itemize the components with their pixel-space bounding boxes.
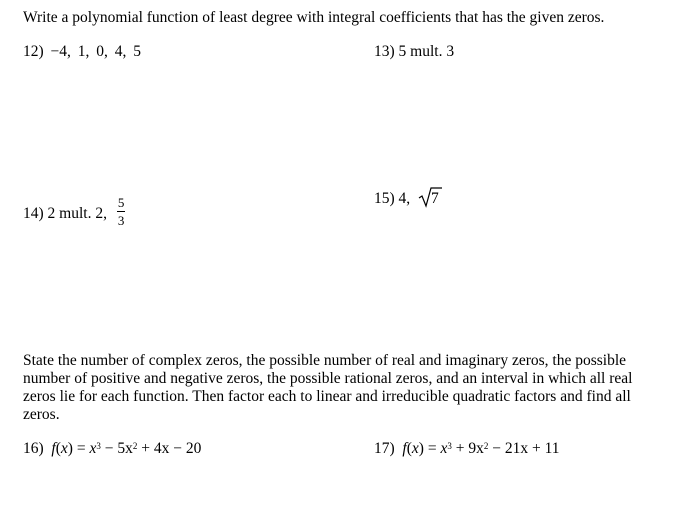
exponent-3: 3 [96, 441, 101, 451]
problem-13-number: 13) [374, 43, 395, 60]
problem-14 [23, 195, 125, 230]
problem-16 [23, 440, 201, 458]
problem-15-number: 15) [374, 190, 395, 207]
term-middle: + 9x [451, 440, 484, 457]
problem-14-zeros-prefix: 2 mult. 2, [47, 205, 107, 223]
exponent-2: 2 [132, 441, 138, 451]
problem-16-number: 16) [23, 440, 44, 457]
problem-15-zeros-prefix: 4, [398, 190, 411, 207]
problem-12-number: 12) [23, 43, 44, 60]
fraction-denominator: 3 [117, 213, 125, 228]
fraction-numerator: 5 [117, 195, 125, 210]
section-1-instructions: Write a polynomial function of least degree with integral coefficients that has the given zeros. [23, 9, 605, 26]
problem-16-function: $f(x) = x^3 - 5x^2 + 4x - 20$ [51, 440, 202, 457]
problem-12-zeros: −4, 1, 0, 4, 5 [50, 43, 142, 60]
term-middle: − 5x [100, 440, 133, 457]
problem-13-zeros: 5 mult. 3 [398, 43, 455, 60]
radicand: 7 [431, 190, 439, 207]
function-name: f [402, 440, 407, 457]
exponent-3: 3 [447, 441, 452, 451]
section-2-instructions: State the number of complex zeros, the possible number of real and imaginary zeros, the possible number of positive and negative zeros, the possible rational zeros, and an interval in which all real zeros lie for each function. Then factor each to linear and irreducible quadratic factors and find all zeros. [23, 352, 633, 423]
term-rest: + 4x − 20 [137, 440, 202, 457]
exponent-2: 2 [483, 441, 489, 451]
problem-14-number: 14) [23, 205, 44, 223]
problem-13 [374, 43, 454, 61]
fraction-bar [117, 211, 126, 212]
term-x: x [440, 440, 448, 457]
problem-17-number: 17) [374, 440, 395, 457]
function-variable: x [60, 440, 68, 457]
problem-17-function: $f(x) = x^3 + 9x^2 - 21x + 11$ [402, 440, 560, 457]
function-variable: x [411, 440, 419, 457]
radical-sign-icon [418, 186, 442, 208]
problem-12 [23, 43, 141, 61]
term-rest: − 21x + 11 [488, 440, 560, 457]
term-x: x [89, 440, 97, 457]
fraction-five-thirds [117, 196, 126, 227]
problem-17 [374, 440, 560, 458]
function-name: f [51, 440, 56, 457]
square-root [420, 189, 439, 208]
problem-15 [374, 189, 439, 208]
